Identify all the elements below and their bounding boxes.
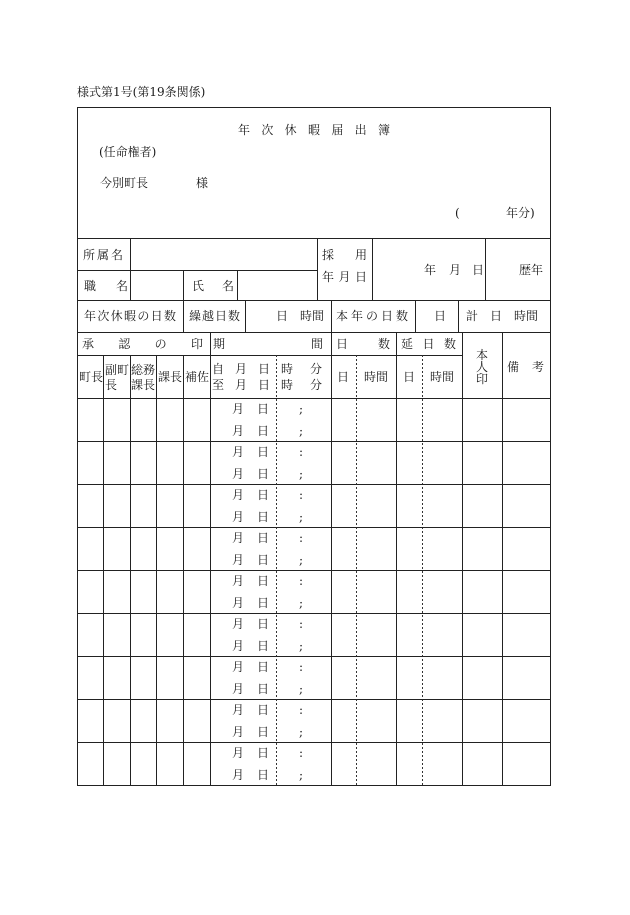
honorific: 様 — [196, 176, 209, 190]
time-separator: ; — [299, 510, 304, 524]
month-placeholder: 月 — [232, 553, 245, 567]
leave-record — [77, 527, 551, 571]
day-placeholder: 日 — [257, 510, 270, 524]
year-suffix: 年分) — [506, 206, 535, 220]
days-hours-subheader: 時間 — [364, 370, 389, 384]
total-day-unit: 日 — [490, 309, 503, 323]
total-hour-unit: 時間 — [514, 309, 539, 323]
time-separator: : — [299, 445, 304, 459]
leave-record — [77, 570, 551, 614]
grid-line — [485, 238, 486, 301]
appointer-label: (任命権者) — [99, 145, 157, 159]
time-separator: : — [299, 574, 304, 588]
period-from-time: 時分 — [281, 362, 322, 376]
approver-deputy-mayor: 副町長 — [105, 363, 130, 392]
current-day-unit: 日 — [434, 309, 447, 323]
leave-record — [77, 398, 551, 442]
approval-seal-header: 承認の印 — [82, 337, 203, 351]
day-placeholder: 日 — [257, 553, 270, 567]
time-separator: ; — [299, 639, 304, 653]
header-bottom-line — [77, 238, 551, 239]
time-separator: ; — [299, 596, 304, 610]
day-placeholder: 日 — [257, 639, 270, 653]
month-placeholder: 月 — [232, 467, 245, 481]
grid-line — [183, 270, 184, 301]
day-placeholder: 日 — [257, 617, 270, 631]
days-header: 日数 — [336, 337, 390, 351]
day-placeholder: 日 — [257, 467, 270, 481]
time-separator: : — [299, 703, 304, 717]
table-header-mid-line — [77, 355, 463, 356]
time-separator: : — [299, 488, 304, 502]
time-separator: ; — [299, 682, 304, 696]
hire-year-unit: 年 — [424, 263, 437, 277]
period-to-date: 至月日 — [212, 378, 270, 392]
day-placeholder: 日 — [257, 424, 270, 438]
addressee: 今別町長 — [100, 176, 149, 190]
carryover-hour-unit: 時間 — [300, 309, 325, 323]
leave-record — [77, 613, 551, 657]
approver-section-chief: 課長 — [158, 370, 183, 384]
month-placeholder: 月 — [232, 746, 245, 760]
day-placeholder: 日 — [257, 703, 270, 717]
time-separator: ; — [299, 467, 304, 481]
period-from-date: 自月日 — [212, 362, 270, 376]
month-placeholder: 月 — [232, 424, 245, 438]
hire-month-unit: 月 — [449, 263, 462, 277]
month-placeholder: 月 — [232, 531, 245, 545]
month-placeholder: 月 — [232, 617, 245, 631]
time-separator: ; — [299, 553, 304, 567]
carryover-days-label: 繰越日数 — [189, 309, 240, 323]
day-placeholder: 日 — [257, 531, 270, 545]
year-open-paren: ( — [455, 206, 460, 220]
month-placeholder: 月 — [232, 510, 245, 524]
month-placeholder: 月 — [232, 639, 245, 653]
time-separator: : — [299, 617, 304, 631]
leave-record — [77, 441, 551, 485]
post-label: 職名 — [84, 279, 128, 293]
period-to-time: 時分 — [281, 378, 322, 392]
grid-line — [372, 238, 373, 301]
form-number: 様式第1号(第19条関係) — [77, 85, 206, 99]
time-separator: ; — [299, 768, 304, 782]
leave-record — [77, 742, 551, 786]
time-separator: : — [299, 531, 304, 545]
form-title: 年次休暇届出簿 — [238, 123, 390, 137]
hire-day-unit: 日 — [472, 263, 485, 277]
info-bottom-line — [77, 300, 551, 301]
days-bottom-line — [77, 332, 551, 333]
time-separator: ; — [299, 725, 304, 739]
day-placeholder: 日 — [257, 768, 270, 782]
calendar-year-label: 歴年 — [519, 263, 544, 277]
affiliation-row-line — [77, 270, 318, 271]
grid-line — [415, 300, 416, 333]
grid-line — [245, 300, 246, 333]
day-placeholder: 日 — [257, 682, 270, 696]
leave-record — [77, 656, 551, 700]
month-placeholder: 月 — [232, 574, 245, 588]
day-placeholder: 日 — [257, 660, 270, 674]
extended-hours-subheader: 時間 — [430, 370, 455, 384]
current-year-days-label: 本年の日数 — [336, 309, 408, 323]
leave-record — [77, 484, 551, 528]
grid-line — [317, 238, 318, 301]
remarks-header: 備考 — [507, 360, 544, 374]
month-placeholder: 月 — [232, 682, 245, 696]
month-placeholder: 月 — [232, 660, 245, 674]
time-separator: ; — [299, 402, 304, 416]
days-day-subheader: 日 — [337, 370, 350, 384]
month-placeholder: 月 — [232, 402, 245, 416]
day-placeholder: 日 — [257, 445, 270, 459]
extended-day-subheader: 日 — [403, 370, 416, 384]
day-placeholder: 日 — [257, 402, 270, 416]
time-separator: : — [299, 660, 304, 674]
day-placeholder: 日 — [257, 574, 270, 588]
month-placeholder: 月 — [232, 725, 245, 739]
name-label: 氏名 — [192, 279, 234, 293]
month-placeholder: 月 — [232, 703, 245, 717]
month-placeholder: 月 — [232, 445, 245, 459]
grid-line — [458, 300, 459, 333]
time-separator: ; — [299, 424, 304, 438]
day-placeholder: 日 — [257, 596, 270, 610]
hire-date-label-line1: 採用 — [322, 248, 367, 262]
approver-general-affairs-chief: 総務課長 — [131, 363, 156, 392]
grid-line — [183, 300, 184, 333]
time-separator: : — [299, 746, 304, 760]
day-placeholder: 日 — [257, 746, 270, 760]
carryover-day-unit: 日 — [276, 309, 289, 323]
day-placeholder: 日 — [257, 488, 270, 502]
affiliation-label: 所属名 — [83, 248, 123, 262]
extended-days-header: 延日数 — [401, 337, 456, 351]
frame-top-line — [77, 107, 551, 108]
month-placeholder: 月 — [232, 488, 245, 502]
period-header: 期間 — [213, 337, 323, 351]
leave-record — [77, 699, 551, 743]
month-placeholder: 月 — [232, 768, 245, 782]
grid-line — [237, 270, 238, 301]
day-placeholder: 日 — [257, 725, 270, 739]
hire-date-label-line2: 年月日 — [322, 270, 367, 284]
month-placeholder: 月 — [232, 596, 245, 610]
approver-mayor: 町長 — [79, 370, 104, 384]
annual-leave-days-label: 年次休暇の日数 — [84, 309, 176, 323]
applicant-seal-header: 本人印 — [476, 348, 489, 386]
grid-line — [130, 238, 131, 301]
approver-assistant: 補佐 — [185, 370, 210, 384]
total-label: 計 — [466, 309, 479, 323]
